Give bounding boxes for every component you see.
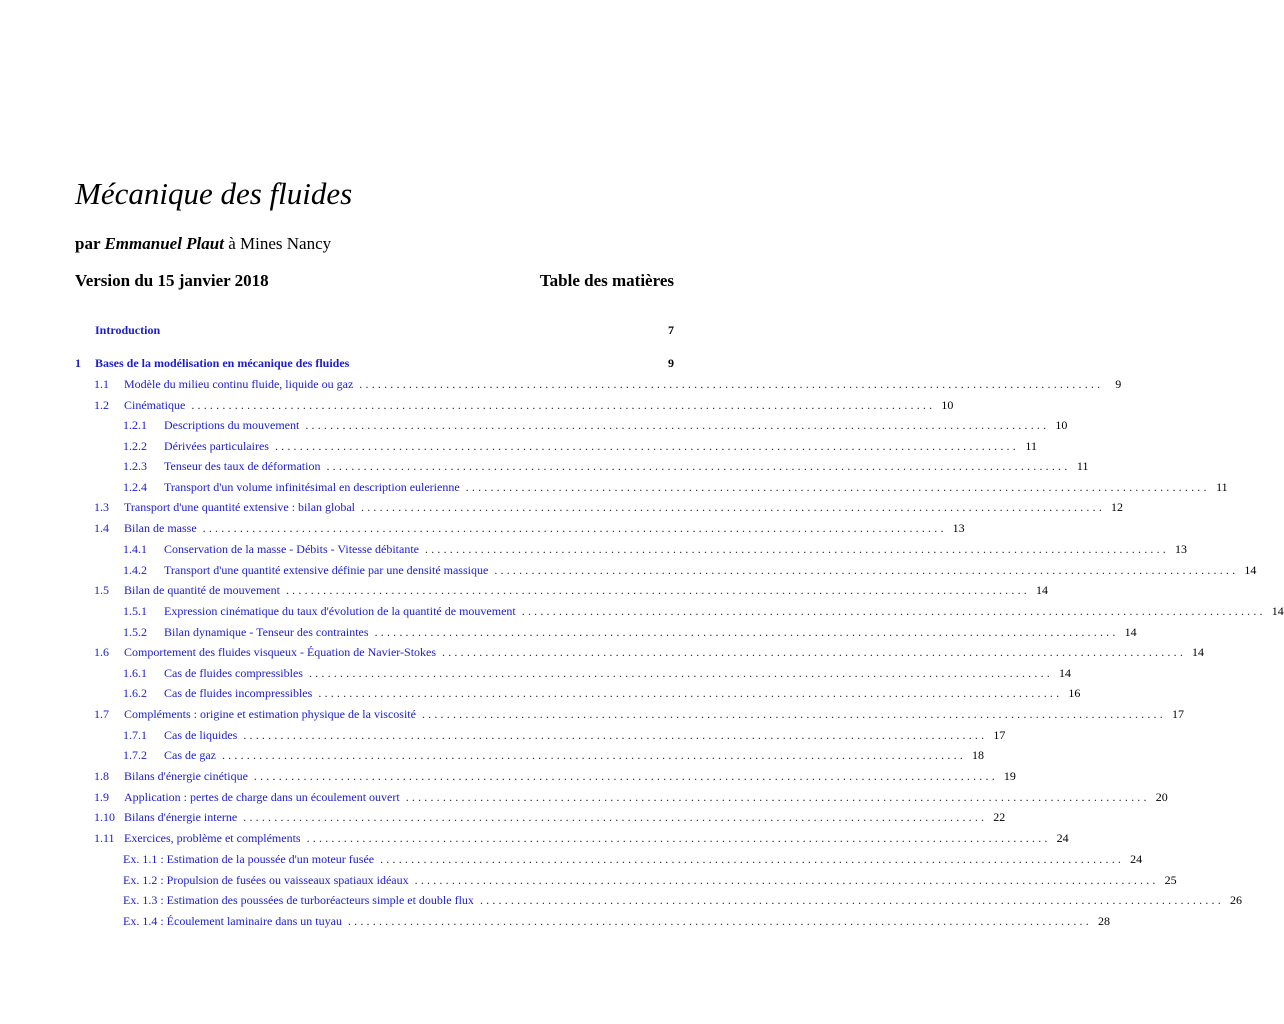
toc-entry-title[interactable]: Comportement des fluides visqueux - Équation de Navier-Stokes bbox=[124, 645, 437, 659]
toc-page-number: 14 bbox=[1035, 583, 1048, 597]
toc-leader-dots: ........................................................................................................................ bbox=[405, 790, 1150, 804]
toc-entry[interactable] bbox=[94, 398, 954, 414]
toc-entry-number: 1.9 bbox=[94, 790, 109, 804]
toc-entry[interactable] bbox=[94, 645, 1205, 661]
toc-entry-title[interactable]: Ex. 1.3 : Estimation des poussées de turboréacteurs simple et double flux bbox=[123, 893, 474, 907]
toc-entry-number: 1.7.1 bbox=[123, 728, 147, 742]
toc-leader-dots: ........................................................................................................................ bbox=[243, 810, 988, 824]
toc-page-number: 14 bbox=[1124, 625, 1137, 639]
toc-leader-dots: ........................................................................................................................ bbox=[347, 914, 1092, 928]
toc-page-number: 7 bbox=[668, 323, 674, 337]
toc-entry-number: 1.2.4 bbox=[123, 480, 147, 494]
toc-entry-number: 1.3 bbox=[94, 500, 109, 514]
toc-entry-number: 1 bbox=[75, 356, 81, 370]
toc-leader-dots: ........................................................................................................................ bbox=[442, 645, 1187, 659]
toc-entry[interactable] bbox=[94, 583, 1048, 599]
toc-entry-number: 1.4.2 bbox=[123, 563, 147, 577]
toc-leader-dots: ........................................................................................................................ bbox=[191, 398, 936, 412]
toc-page-number: 26 bbox=[1229, 893, 1242, 907]
author-name: Emmanuel Plaut bbox=[104, 234, 224, 253]
toc-entry[interactable] bbox=[123, 893, 1242, 909]
toc-leader-dots: ........................................................................................................................ bbox=[308, 666, 1053, 680]
toc-entry-title[interactable]: Bases de la modélisation en mécanique des fluides bbox=[95, 356, 350, 370]
toc-entry[interactable] bbox=[123, 418, 1068, 434]
toc-heading: Table des matières bbox=[539, 271, 674, 290]
toc-entry-title[interactable]: Bilan de masse bbox=[124, 521, 197, 535]
toc-entry-number: 1.7.2 bbox=[123, 748, 147, 762]
toc-leader-dots: ........................................................................................................................ bbox=[318, 686, 1063, 700]
toc-entry-title[interactable]: Modèle du milieu continu fluide, liquide ou gaz bbox=[124, 377, 354, 391]
toc-page-number: 19 bbox=[1003, 769, 1016, 783]
toc-entry[interactable] bbox=[123, 748, 984, 764]
toc-leader-dots: ........................................................................................................................ bbox=[465, 480, 1210, 494]
toc-leader-dots: ........................................................................................................................ bbox=[421, 707, 1166, 721]
toc-leader-dots: ........................................................................................................................ bbox=[374, 625, 1119, 639]
toc-entry-number: 1.7 bbox=[94, 707, 109, 721]
toc-leader-dots: ........................................................................................................................ bbox=[494, 563, 1239, 577]
version-date: Version du 15 janvier 2018 bbox=[75, 271, 269, 290]
toc-entry-title[interactable]: Exercices, problème et compléments bbox=[124, 831, 301, 845]
toc-page-number: 11 bbox=[1076, 459, 1089, 473]
toc-entry-number: 1.4.1 bbox=[123, 542, 147, 556]
toc-entry-title[interactable]: Ex. 1.4 : Écoulement laminaire dans un tuyau bbox=[123, 914, 342, 928]
toc-entry-title[interactable]: Descriptions du mouvement bbox=[164, 418, 300, 432]
toc-entry-title[interactable]: Dérivées particulaires bbox=[164, 439, 269, 453]
toc-entry-title[interactable]: Compléments : origine et estimation physique de la viscosité bbox=[124, 707, 416, 721]
toc-entry-title[interactable]: Cas de fluides compressibles bbox=[164, 666, 303, 680]
toc-page-number: 14 bbox=[1244, 563, 1257, 577]
document-title: Mécanique des fluides bbox=[75, 176, 353, 211]
toc-entry[interactable] bbox=[123, 686, 1081, 702]
toc-entry[interactable] bbox=[123, 480, 1228, 496]
toc-entry[interactable] bbox=[123, 873, 1177, 889]
toc-entry-number: 1.8 bbox=[94, 769, 109, 783]
toc-entry-title[interactable]: Cinématique bbox=[124, 398, 186, 412]
toc-leader-dots: ........................................................................................................................ bbox=[285, 583, 1030, 597]
toc-leader-dots: ........................................................................................................................ bbox=[305, 418, 1050, 432]
toc-entry[interactable] bbox=[123, 563, 1257, 579]
toc-entry-title[interactable]: Cas de liquides bbox=[164, 728, 238, 742]
toc-entry[interactable] bbox=[123, 914, 1110, 930]
toc-entry[interactable] bbox=[94, 831, 1069, 847]
toc-page-number: 11 bbox=[1025, 439, 1037, 453]
toc-leader-dots: ........................................................................................................................ bbox=[414, 873, 1159, 887]
toc-page-number: 13 bbox=[952, 521, 965, 535]
toc-page-number: 14 bbox=[1271, 604, 1284, 618]
toc-page-number: 24 bbox=[1056, 831, 1069, 845]
toc-chapter-entry[interactable] bbox=[75, 356, 674, 372]
toc-entry-title[interactable]: Cas de gaz bbox=[164, 748, 216, 762]
toc-leader-dots: ........................................................................................................................ bbox=[361, 500, 1106, 514]
toc-entry-number: 1.2.3 bbox=[123, 459, 147, 473]
toc-entry-title[interactable]: Cas de fluides incompressibles bbox=[164, 686, 313, 700]
toc-entry[interactable] bbox=[123, 459, 1089, 475]
toc-entry-number: 1.5 bbox=[94, 583, 109, 597]
toc-entry-number: 1.10 bbox=[94, 810, 115, 824]
toc-entry-title[interactable]: Ex. 1.1 : Estimation de la poussée d'un moteur fusée bbox=[123, 852, 375, 866]
toc-leader-dots: ........................................................................................................................ bbox=[326, 459, 1071, 473]
toc-page-number: 12 bbox=[1111, 500, 1124, 514]
toc-entry-number: 1.11 bbox=[94, 831, 115, 845]
toc-page-number: 10 bbox=[1055, 418, 1068, 432]
toc-entry[interactable] bbox=[123, 852, 1143, 868]
toc-entry-number: 1.2 bbox=[94, 398, 109, 412]
toc-leader-dots: ........................................................................................................................ bbox=[202, 521, 947, 535]
toc-entry[interactable] bbox=[123, 625, 1137, 641]
toc-entry-number: 1.4 bbox=[94, 521, 109, 535]
toc-entry-number: 1.6.1 bbox=[123, 666, 147, 680]
toc-leader-dots: ........................................................................................................................ bbox=[521, 604, 1266, 618]
toc-entry[interactable] bbox=[123, 728, 1006, 744]
author-suffix: à Mines Nancy bbox=[228, 234, 332, 253]
toc-leader-dots: ........................................................................................................................ bbox=[274, 439, 1019, 453]
toc-entry-title[interactable]: Transport d'un volume infinitésimal en description eulerienne bbox=[164, 480, 460, 494]
toc-entry[interactable] bbox=[94, 810, 1006, 826]
toc-entry-title[interactable]: Introduction bbox=[95, 323, 161, 337]
toc-entry-title[interactable]: Conservation de la masse - Débits - Vitesse débitante bbox=[164, 542, 419, 556]
toc-page-number: 11 bbox=[1216, 480, 1228, 494]
toc-entry-number: 1.2.1 bbox=[123, 418, 147, 432]
toc-leader-dots: ........................................................................................................................ bbox=[479, 893, 1224, 907]
toc-page-number: 14 bbox=[1058, 666, 1071, 680]
toc-entry-number: 1.5.1 bbox=[123, 604, 147, 618]
toc-entry-title[interactable]: Transport d'une quantité extensive : bilan global bbox=[124, 500, 356, 514]
toc-entry[interactable] bbox=[94, 377, 1122, 393]
toc-entry[interactable] bbox=[123, 542, 1187, 558]
toc-page-number: 9 bbox=[668, 356, 674, 370]
toc-entry-title[interactable]: Application : pertes de charge dans un écoulement ouvert bbox=[124, 790, 400, 804]
toc-entry-number: 1.2.2 bbox=[123, 439, 147, 453]
toc-entry[interactable] bbox=[94, 769, 1016, 785]
toc-page-number: 16 bbox=[1068, 686, 1081, 700]
toc-entry[interactable] bbox=[94, 707, 1184, 723]
toc-entry[interactable] bbox=[123, 666, 1071, 682]
toc-page-number: 9 bbox=[1115, 377, 1122, 391]
author-prefix: par bbox=[75, 234, 101, 253]
toc-entry-number: 1.6.2 bbox=[123, 686, 147, 700]
toc-entry-title[interactable]: Bilans d'énergie cinétique bbox=[124, 769, 248, 783]
toc-entry-title[interactable]: Bilan de quantité de mouvement bbox=[124, 583, 280, 597]
toc-page-number: 20 bbox=[1155, 790, 1168, 804]
toc-entry-title[interactable]: Bilans d'énergie interne bbox=[124, 810, 238, 824]
toc-page-number: 24 bbox=[1130, 852, 1143, 866]
toc-page-number: 14 bbox=[1192, 645, 1205, 659]
subheader bbox=[75, 271, 674, 291]
toc-page-number: 22 bbox=[993, 810, 1006, 824]
toc-leader-dots: ........................................................................................................................ bbox=[253, 769, 998, 783]
toc-page-number: 25 bbox=[1164, 873, 1177, 887]
toc-entry-title[interactable]: Expression cinématique du taux d'évolution de la quantité de mouvement bbox=[164, 604, 516, 618]
toc-page-number: 17 bbox=[1171, 707, 1184, 721]
toc-entry[interactable] bbox=[123, 439, 1037, 455]
toc-page-number: 13 bbox=[1175, 542, 1187, 556]
toc-entry-number: 1.6 bbox=[94, 645, 109, 659]
toc-page-number: 18 bbox=[971, 748, 984, 762]
toc-leader-dots: ........................................................................................................................ bbox=[221, 748, 966, 762]
toc-leader-dots: ........................................................................................................................ bbox=[380, 852, 1125, 866]
toc-page-number: 10 bbox=[941, 398, 954, 412]
toc-page-number: 28 bbox=[1097, 914, 1110, 928]
toc-leader-dots: ........................................................................................................................ bbox=[306, 831, 1051, 845]
toc-page-number: 17 bbox=[993, 728, 1006, 742]
toc-entry[interactable] bbox=[94, 790, 1168, 806]
toc-entry[interactable] bbox=[123, 604, 1284, 620]
toc-entry-title[interactable]: Bilan dynamique - Tenseur des contraintes bbox=[164, 625, 369, 639]
toc-leader-dots: ........................................................................................................................ bbox=[359, 377, 1104, 391]
toc-chapter-entry[interactable] bbox=[75, 323, 674, 339]
toc-leader-dots: ........................................................................................................................ bbox=[425, 542, 1169, 556]
toc-entry-title[interactable]: Ex. 1.2 : Propulsion de fusées ou vaisseaux spatiaux idéaux bbox=[123, 873, 409, 887]
toc-entry-title[interactable]: Tenseur des taux de déformation bbox=[164, 459, 321, 473]
toc-entry-title[interactable]: Transport d'une quantité extensive définie par une densité massique bbox=[164, 563, 489, 577]
toc-leader-dots: ........................................................................................................................ bbox=[243, 728, 988, 742]
toc-entry[interactable] bbox=[94, 521, 965, 537]
author-line bbox=[75, 234, 331, 254]
toc-entry-number: 1.5.2 bbox=[123, 625, 147, 639]
toc-entry-number: 1.1 bbox=[94, 377, 109, 391]
toc-entry[interactable] bbox=[94, 500, 1124, 516]
